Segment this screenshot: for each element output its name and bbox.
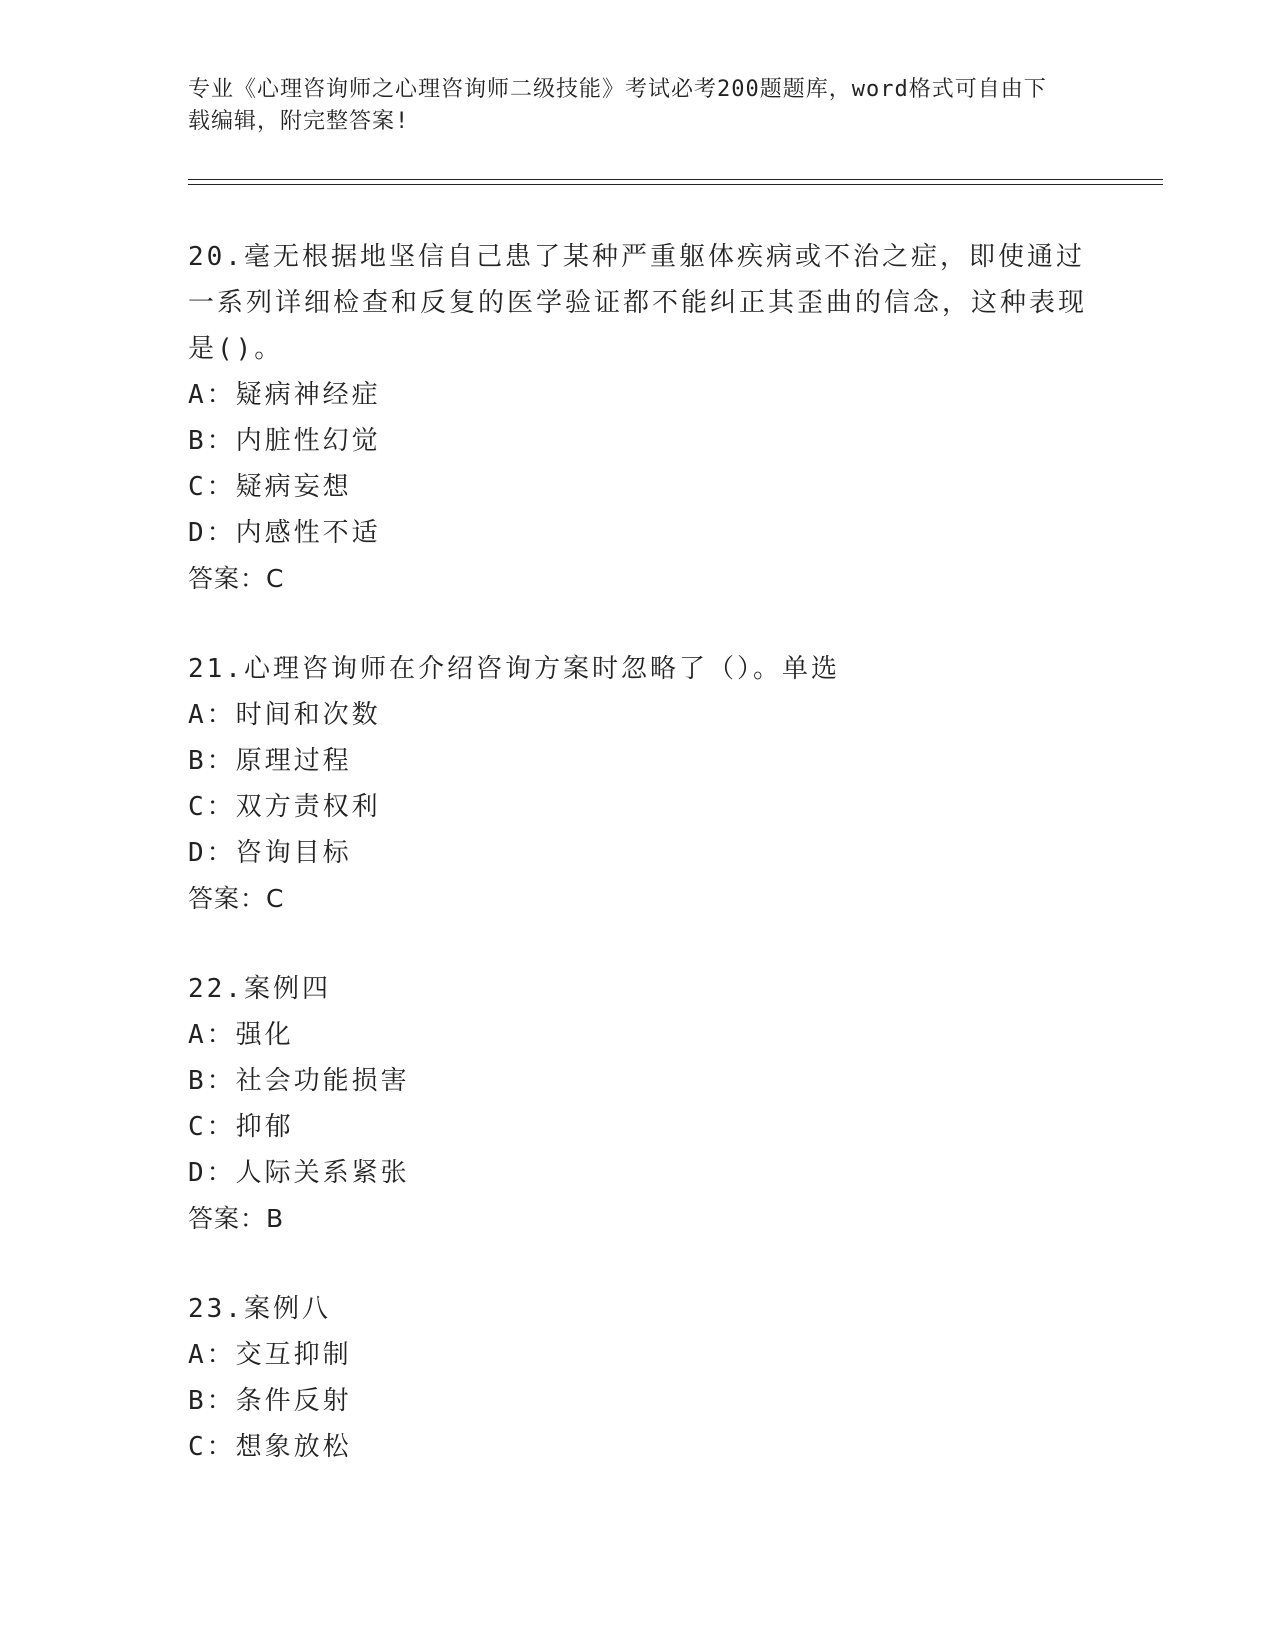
question-title: 21.心理咨询师在介绍咨询方案时忽略了（）。单选 bbox=[188, 654, 840, 684]
option-b: B：内脏性幻觉 bbox=[188, 426, 381, 456]
option-d: D：咨询目标 bbox=[188, 838, 352, 868]
question-22 bbox=[188, 966, 1088, 1242]
document-intro: 专业《心理咨询师之心理咨询师二级技能》考试必考200题题库，word格式可自由下载编辑，附完整答案! bbox=[188, 77, 1047, 134]
option-b: B：原理过程 bbox=[188, 746, 352, 776]
option-a: A：时间和次数 bbox=[188, 700, 381, 730]
answer-line: 答案：B bbox=[188, 1204, 285, 1233]
question-title: 22.案例四 bbox=[188, 974, 331, 1004]
question-23 bbox=[188, 1286, 1088, 1470]
answer-line: 答案：C bbox=[188, 564, 285, 593]
option-a: A：强化 bbox=[188, 1020, 294, 1050]
option-b: B：条件反射 bbox=[188, 1386, 352, 1416]
option-a: A：交互抑制 bbox=[188, 1340, 352, 1370]
option-c: C：想象放松 bbox=[188, 1432, 352, 1462]
option-d: D：人际关系紧张 bbox=[188, 1158, 410, 1188]
question-20 bbox=[188, 234, 1088, 602]
question-title: 20.毫无根据地坚信自己患了某种严重躯体疾病或不治之症，即使通过一系列详细检查和反复的医学验证都不能纠正其歪曲的信念，这种表现是()。 bbox=[188, 242, 1088, 364]
option-c: C：双方责权利 bbox=[188, 792, 381, 822]
option-d: D：内感性不适 bbox=[188, 518, 381, 548]
header-divider-bottom bbox=[188, 184, 1163, 185]
answer-line: 答案：C bbox=[188, 884, 285, 913]
question-title: 23.案例八 bbox=[188, 1294, 331, 1324]
question-21 bbox=[188, 646, 1088, 922]
header-divider-top bbox=[188, 179, 1163, 180]
option-c: C：抑郁 bbox=[188, 1112, 294, 1142]
question-list bbox=[188, 234, 1088, 1514]
option-c: C：疑病妄想 bbox=[188, 472, 352, 502]
option-b: B：社会功能损害 bbox=[188, 1066, 410, 1096]
option-a: A：疑病神经症 bbox=[188, 380, 381, 410]
